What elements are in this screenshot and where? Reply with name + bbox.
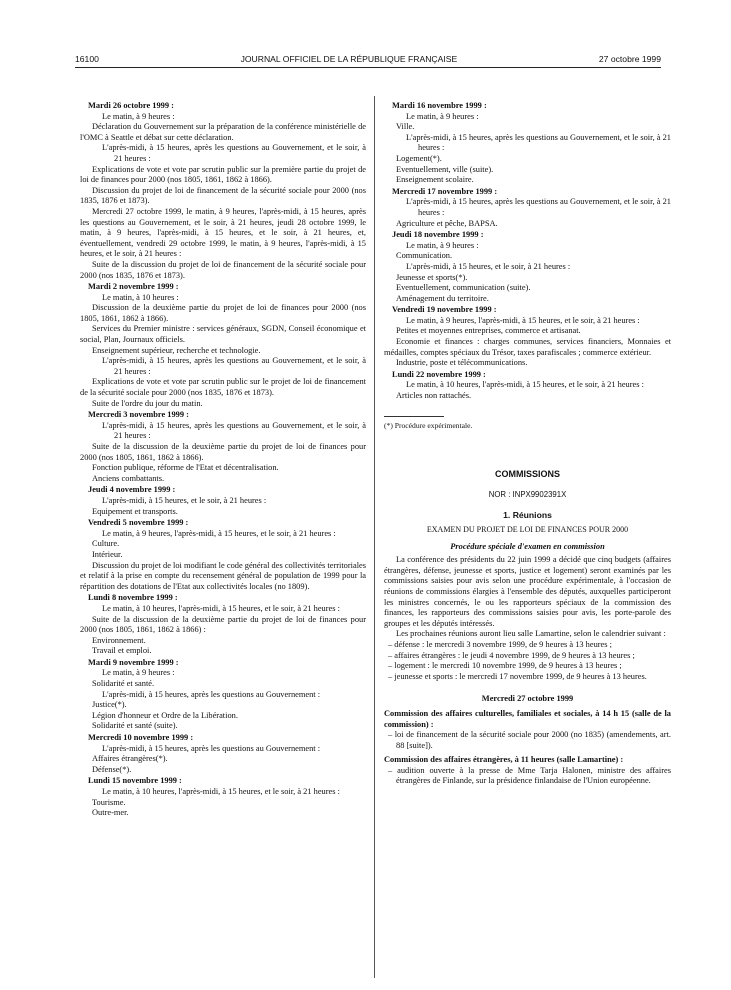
- agenda-item: Communication.: [396, 251, 453, 261]
- time-slot: Le matin, à 9 heures :: [406, 111, 479, 121]
- agenda-item: Eventuellement, ville (suite).: [396, 164, 494, 174]
- date-heading: Jeudi 18 novembre 1999 :: [392, 230, 484, 240]
- page-number: 16100: [75, 53, 99, 64]
- date-heading: Lundi 15 novembre 1999 :: [88, 776, 182, 786]
- header-rule: [75, 67, 661, 68]
- procedure-heading: Procédure spéciale d'examen en commission: [450, 541, 605, 551]
- agenda-item: Solidarité et santé.: [92, 679, 155, 689]
- exam-heading: EXAMEN DU PROJET DE LOI DE FINANCES POUR 2000: [426, 525, 629, 534]
- bullet-item: – logement : le mercredi 10 novembre 1999, de 9 heures à 13 heures ;: [388, 661, 622, 671]
- time-slot: L'après-midi, à 15 heures, après les questions au Gouvernement, et le soir, à 21 heures :: [102, 420, 366, 441]
- time-slot: L'après-midi, à 15 heures, après les questions au Gouvernement, et le soir, à 21 heures :: [406, 197, 671, 217]
- agenda-item: Culture.: [92, 539, 120, 549]
- date-heading: Mercredi 10 novembre 1999 :: [88, 733, 194, 743]
- time-slot: Le matin, à 9 heures :: [406, 240, 479, 250]
- commission-heading: Commission des affaires culturelles, familiales et sociales, à 14 h 15 (salle de la commission) :: [384, 708, 671, 729]
- nor-reference: NOR : INPX9902391X: [488, 489, 567, 499]
- date-heading: Mardi 9 novembre 1999 :: [88, 657, 179, 667]
- agenda-item: Articles non rattachés.: [396, 391, 472, 401]
- commission-item: – audition ouverte à la presse de Mme Tarja Halonen, ministre des affaires étrangères de Finlande, sur la présidence finlandaise de l'Union européenne.: [388, 765, 671, 786]
- time-slot: L'après-midi, à 15 heures, après les questions au Gouvernement, et le soir, à 21 heures :: [102, 356, 366, 376]
- agenda-item: Suite de la discussion du projet de loi de financement de la sécurité sociale pour 2000 (nos 1835, 1876 et 1873).: [80, 259, 366, 280]
- agenda-item: Discussion du projet de loi de financement de la sécurité sociale pour 2000 (nos 1835, 1876 et 1873).: [80, 185, 366, 206]
- agenda-item: Discussion de la deuxième partie du projet de loi de finances pour 2000 (nos 1805, 1861, 1862 à 1866).: [80, 303, 366, 323]
- date-heading: Mercredi 17 novembre 1999 :: [392, 186, 498, 196]
- time-slot: L'après-midi, à 15 heures, après les questions au Gouvernement :: [102, 743, 321, 753]
- time-slot: Le matin, à 9 heures :: [102, 111, 175, 121]
- agenda-item: Fonction publique, réforme de l'Etat et décentralisation.: [92, 463, 279, 473]
- agenda-item: Défense(*).: [92, 764, 132, 774]
- agenda-item: Petites et moyennes entreprises, commerce et artisanat.: [396, 326, 581, 336]
- right-column: [384, 100, 671, 787]
- agenda-item: Enseignement supérieur, recherche et technologie.: [92, 345, 261, 355]
- agenda-item: Eventuellement, communication (suite).: [396, 283, 531, 293]
- footnote-rule: [384, 416, 444, 417]
- bullet-item: – défense : le mercredi 3 novembre 1999, de 9 heures à 13 heures ;: [388, 639, 612, 649]
- agenda-item: Aménagement du territoire.: [396, 293, 489, 303]
- agenda-item: Ville.: [396, 122, 415, 132]
- commission-item: – loi de financement de la sécurité sociale pour 2000 (no 1835) (amendements, art. 88 [suite]).: [388, 730, 671, 750]
- agenda-item: Solidarité et santé (suite).: [92, 721, 178, 731]
- agenda-item: Intérieur.: [92, 549, 123, 559]
- time-slot: Le matin, à 9 heures, l'après-midi, à 15 heures, et le soir, à 21 heures :: [406, 315, 640, 325]
- agenda-item: Equipement et transports.: [92, 506, 178, 516]
- agenda-item: Suite de la discussion de la deuxième partie du projet de loi de finances pour 2000 (nos 1805, 1861, 1862 à 1866).: [80, 442, 366, 462]
- time-slot: L'après-midi, à 15 heures, après les questions au Gouvernement, et le soir, à 21 heures :: [406, 132, 671, 153]
- time-slot: L'après-midi, à 15 heures, et le soir, à 21 heures :: [102, 495, 267, 505]
- agenda-item: Agriculture et pêche, BAPSA.: [396, 218, 498, 228]
- time-slot: Le matin, à 10 heures, l'après-midi, à 15 heures, et le soir, à 21 heures :: [406, 380, 644, 390]
- agenda-item: Logement(*).: [396, 153, 442, 163]
- agenda-item: Enseignement scolaire.: [396, 175, 474, 185]
- time-slot: Le matin, à 10 heures :: [102, 292, 179, 302]
- agenda-item: Services du Premier ministre : services généraux, SGDN, Conseil économique et social, Plan, Journaux officiels.: [80, 324, 366, 345]
- date-heading: Mardi 26 octobre 1999 :: [88, 101, 174, 110]
- date-heading: Mercredi 27 octobre 1999: [481, 694, 574, 704]
- agenda-item: Explications de vote et vote par scrutin public sur le projet de loi de financement de la sécurité sociale pour 2000 (nos 1835, 1876 et 1873).: [80, 377, 366, 398]
- agenda-item: Mercredi 27 octobre 1999, le matin, à 9 heures, l'après-midi, à 15 heures, après les questions au Gouvernement, et le soir, à 21 heures, jeudi 28 octobre 1999, le matin, à 9 heures, l'après-midi, à 15 heures, et le soir, à 21 heures, et, éventuellement, vendredi 29 octobre 1999, le matin, à 9 heures, l'après-midi, à 15 heures, et le soir, à 21 heures :: [80, 206, 366, 259]
- agenda-item: Tourisme.: [92, 797, 126, 807]
- date-heading: Mercredi 3 novembre 1999 :: [88, 410, 189, 420]
- column-divider: [374, 96, 375, 978]
- agenda-item: Légion d'honneur et Ordre de la Libération.: [92, 710, 238, 720]
- date-heading: Lundi 8 novembre 1999 :: [88, 593, 178, 603]
- agenda-item: Suite de la discussion de la deuxième partie du projet de loi de finances pour 2000 (nos 1805, 1861, 1862 à 1866) :: [80, 614, 366, 635]
- schedule-right: [384, 101, 671, 402]
- date-heading: Mardi 2 novembre 1999 :: [88, 282, 179, 292]
- time-slot: Le matin, à 10 heures, l'après-midi, à 15 heures, et le soir, à 21 heures :: [102, 787, 340, 796]
- left-column: [80, 100, 366, 819]
- agenda-item: Economie et finances : charges communes, services financiers, Monnaies et médailles, comptes spéciaux du Trésor, taxes parafiscales ; commerce extérieur.: [384, 337, 671, 357]
- time-slot: Le matin, à 9 heures, l'après-midi, à 15 heures, et le soir, à 21 heures :: [102, 528, 336, 538]
- date-heading: Mardi 16 novembre 1999 :: [392, 101, 487, 110]
- time-slot: Le matin, à 9 heures :: [102, 668, 175, 678]
- time-slot: Le matin, à 10 heures, l'après-midi, à 15 heures, et le soir, à 21 heures :: [102, 603, 340, 613]
- page-header: [75, 52, 661, 66]
- agenda-item: Industrie, poste et télécommunications.: [396, 358, 528, 368]
- bullet-item: – affaires étrangères : le jeudi 4 novembre 1999, de 9 heures à 13 heures ;: [388, 650, 635, 660]
- date-heading: Vendredi 19 novembre 1999 :: [392, 305, 497, 315]
- agenda-item: Discussion du projet de loi modifiant le code général des collectivités territoriales et relatif à la prise en compte du recensement général de population de 1999 pour la répartition des dotations de l'Etat aux collectivités locales (no 1809).: [80, 560, 366, 591]
- agenda-item: Affaires étrangères(*).: [92, 754, 168, 764]
- journal-title: JOURNAL OFFICIEL DE LA RÉPUBLIQUE FRANÇAISE: [240, 53, 458, 64]
- calendar-intro: Les prochaines réunions auront lieu salle Lamartine, selon le calendrier suivant :: [396, 629, 666, 639]
- date-heading: Lundi 22 novembre 1999 :: [392, 369, 486, 379]
- section-heading: 1. Réunions: [503, 510, 552, 521]
- commissions-title: COMMISSIONS: [494, 469, 560, 480]
- date-heading: Vendredi 5 novembre 1999 :: [88, 518, 189, 528]
- issue-date: 27 octobre 1999: [598, 53, 661, 64]
- time-slot: L'après-midi, à 15 heures, et le soir, à 21 heures :: [406, 261, 571, 271]
- agenda-item: Jeunesse et sports(*).: [396, 272, 468, 282]
- agenda-item: Suite de l'ordre du jour du matin.: [92, 398, 203, 408]
- agenda-item: Déclaration du Gouvernement sur la préparation de la conférence ministérielle de l'OMC à Seattle et débat sur cette déclaration.: [80, 122, 366, 142]
- bullet-item: – jeunesse et sports : le mercredi 17 novembre 1999, de 9 heures à 13 heures.: [388, 671, 647, 681]
- time-slot: L'après-midi, à 15 heures, après les questions au Gouvernement :: [102, 689, 321, 699]
- agenda-item: Justice(*).: [92, 700, 127, 710]
- agenda-item: Outre-mer.: [92, 808, 129, 818]
- agenda-item: Travail et emploi.: [92, 646, 152, 656]
- footnote: (*) Procédure expérimentale.: [384, 420, 473, 430]
- time-slot: L'après-midi, à 15 heures, après les questions au Gouvernement, et le soir, à 21 heures :: [102, 143, 366, 163]
- procedure-paragraph: La conférence des présidents du 22 juin 1999 a décidé que cinq budgets (affaires étrangères, défense, jeunesse et sports, justice et logement) seront examinés par les commissions saisies pour avis selon une procédure expérimentale, à l'occasion de réunions de commissions élargies à l'ensemble des députés, auxquelles participeront les ministres concernés, le ou les rapporteurs spéciaux de la commission des finances, les rapporteurs des commissions saisies pour avis, les porte-parole des groupes et les députés intéressés.: [384, 555, 671, 628]
- agenda-item: Anciens combattants.: [92, 473, 165, 483]
- agenda-item: Environnement.: [92, 635, 146, 645]
- commission-heading: Commission des affaires étrangères, à 11 heures (salle Lamartine) :: [384, 755, 624, 765]
- agenda-item: Explications de vote et vote par scrutin public sur la première partie du projet de loi de finances pour 2000 (nos 1805, 1861, 1862 à 1866).: [80, 164, 366, 185]
- date-heading: Jeudi 4 novembre 1999 :: [88, 485, 176, 495]
